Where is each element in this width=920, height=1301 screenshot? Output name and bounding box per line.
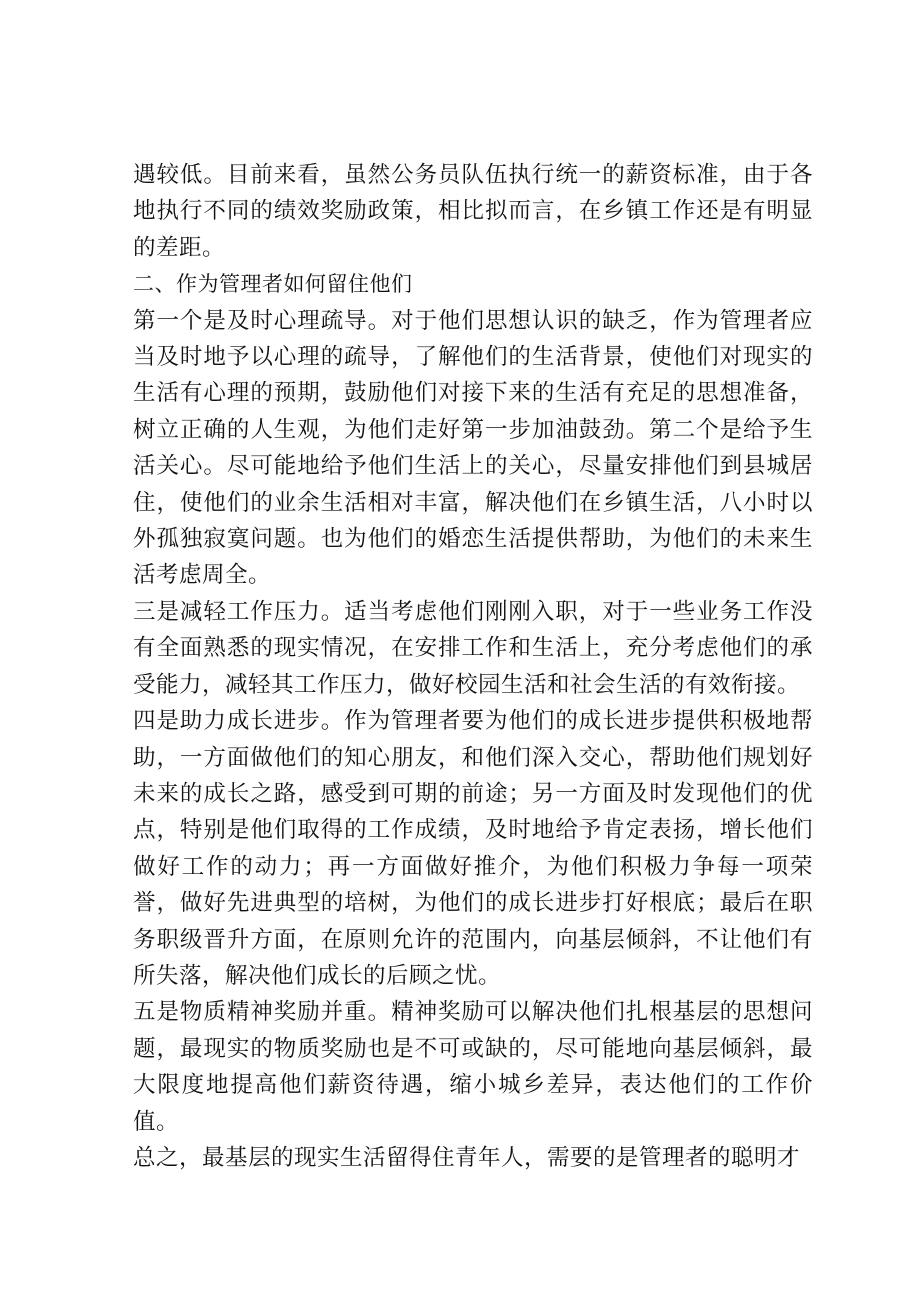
paragraph-reduce-pressure: 三是减轻工作压力。适当考虑他们刚刚入职，对于一些业务工作没有全面熟悉的现实情况，在安排工作和生活上，充分考虑他们的承受能力，减轻其工作压力，做好校园生活和社会生活的有效衔接。	[133, 598, 813, 698]
paragraph-growth-support: 四是助力成长进步。作为管理者要为他们的成长进步提供积极地帮助，一方面做他们的知心朋友，和他们深入交心，帮助他们规划好未来的成长之路，感受到可期的前途；另一方面及时发现他们的优点，特别是他们取得的工作成绩，及时地给予肯定表扬，增长他们做好工作的动力；再一方面做好推介，为他们积极力争每一项荣誉，做好先进典型的培树，为他们的成长进步打好根底；最后在职务职级晋升方面，在原则允许的范围内，向基层倾斜，不让他们有所失落，解决他们成长的后顾之忧。	[133, 708, 813, 989]
section-heading-retain: 二、作为管理者如何留住他们	[133, 272, 413, 297]
document-body	[133, 157, 813, 1176]
paragraph-rewards: 五是物质精神奖励并重。精神奖励可以解决他们扎根基层的思想问题，最现实的物质奖励也是不可或缺的，尽可能地向基层倾斜，最大限度地提高他们薪资待遇，缩小城乡差异，表达他们的工作价值。	[133, 999, 813, 1135]
paragraph-psychological-guidance: 第一个是及时心理疏导。对于他们思想认识的缺乏，作为管理者应当及时地予以心理的疏导，了解他们的生活背景，使他们对现实的生活有心理的预期，鼓励他们对接下来的生活有充足的思想准备，树立正确的人生观，为他们走好第一步加油鼓劲。第二个是给予生活关心。尽可能地给予他们生活上的关心，尽量安排他们到县城居住，使他们的业余生活相对丰富，解决他们在乡镇生活，八小时以外孤独寂寞问题。也为他们的婚恋生活提供帮助，为他们的未来生活考虑周全。	[133, 307, 813, 589]
paragraph-conclusion: 总之，最基层的现实生活留得住青年人，需要的是管理者的聪明才	[133, 1144, 801, 1171]
paragraph-salary-gap: 遇较低。目前来看，虽然公务员队伍执行统一的薪资标准，由于各地执行不同的绩效奖励政策，相比拟而言，在乡镇工作还是有明显的差距。	[133, 162, 813, 261]
